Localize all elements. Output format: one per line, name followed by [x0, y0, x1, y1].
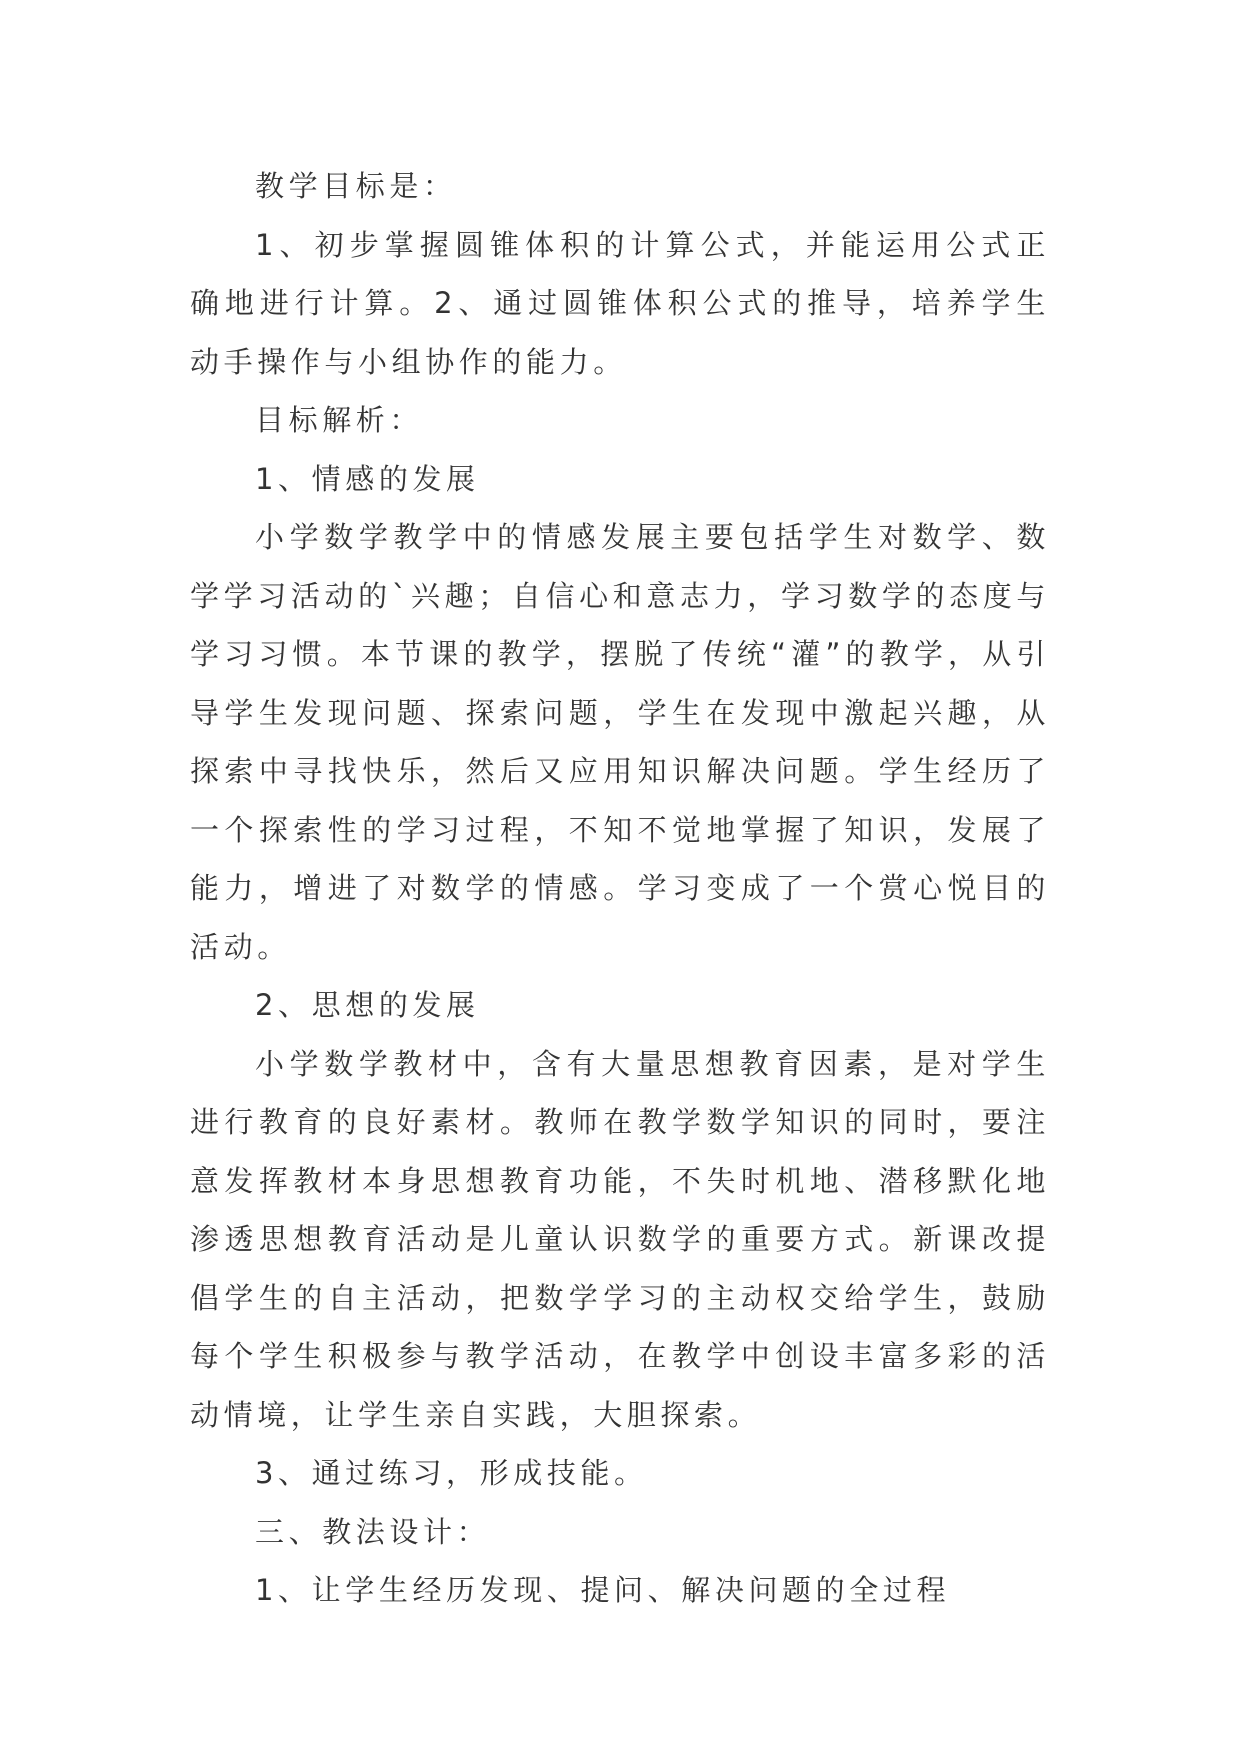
- heading-teaching-method-design: 三、教法设计：: [255, 1514, 491, 1549]
- heading-goal-analysis: 目标解析：: [255, 403, 424, 437]
- subheading-emotional-development: 1、情感的发展: [255, 461, 480, 496]
- thought-development-paragraph: 小学数学教材中，含有大量思想教育因素，是对学生进行教育的良好素材。教师在教学数学知识的同时，要注意发挥教材本身思想教育功能，不失时机地、潜移默化地渗透思想教育活动是儿童认识数学的重要方式。新课改提倡学生的自主活动，把数学学习的主动权交给学生，鼓励每个学生积极参与教学活动，在教学中创设丰富多彩的活动情境，让学生亲自实践，大胆探索。: [190, 1046, 1050, 1432]
- document-page: [190, 157, 1050, 1620]
- method-item-1: 1、让学生经历发现、提问、解决问题的全过程: [255, 1573, 951, 1607]
- emotional-development-paragraph: 小学数学教学中的情感发展主要包括学生对数学、数学学习活动的`兴趣；自信心和意志力，学习数学的态度与学习习惯。本节课的教学，摆脱了传统“灌”的教学，从引导学生发现问题、探索问题，学生在发现中激起兴趣，从探索中寻找快乐，然后又应用知识解决问题。学生经历了一个探索性的学习过程，不知不觉地掌握了知识，发展了能力，增进了对数学的情感。学习变成了一个赏心悦目的活动。: [190, 520, 1050, 964]
- subheading-thought-development: 2、思想的发展: [255, 988, 480, 1022]
- subheading-practice-skills: 3、通过练习，形成技能。: [255, 1456, 648, 1490]
- goals-list-paragraph: 1、初步掌握圆锥体积的计算公式，并能运用公式正确地进行计算。2、通过圆锥体积公式的推导，培养学生动手操作与小组协作的能力。: [190, 227, 1050, 379]
- heading-teaching-goals: 教学目标是：: [255, 169, 457, 203]
